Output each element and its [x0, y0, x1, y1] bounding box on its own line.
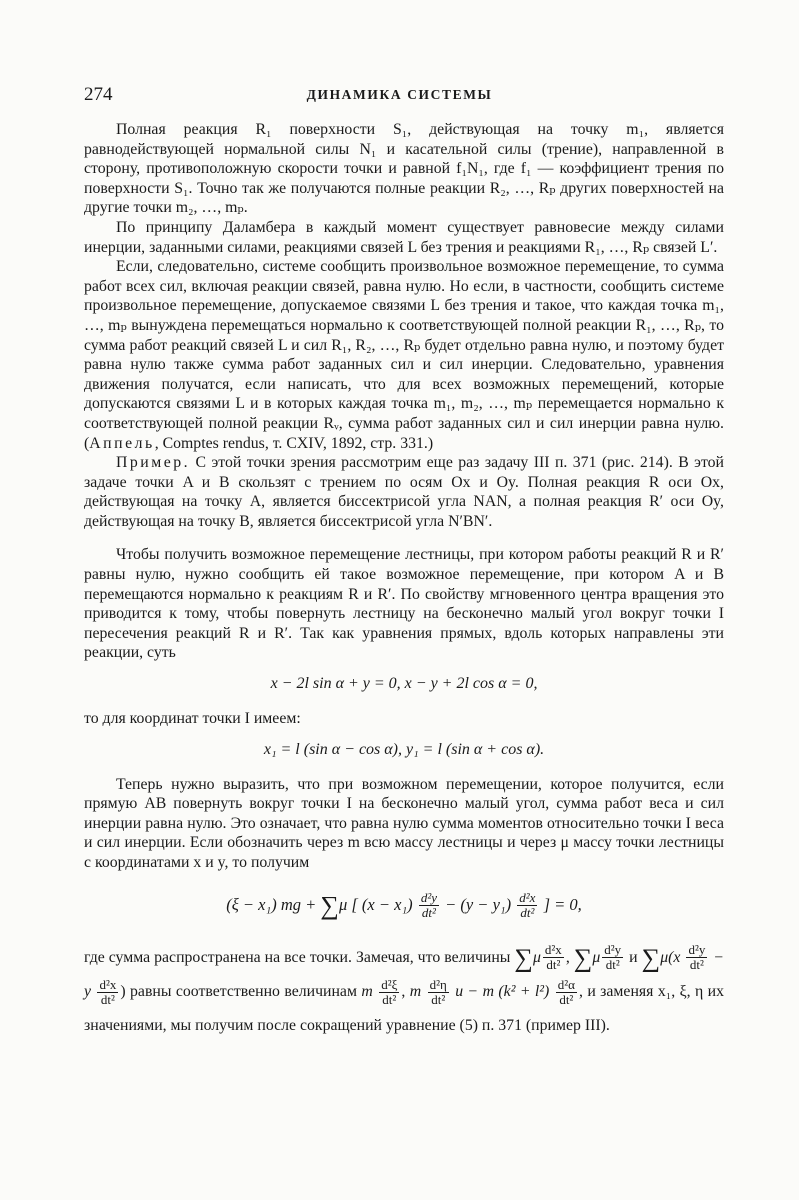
- sum-symbol: ∑: [641, 942, 661, 972]
- denominator: dt²: [520, 905, 535, 921]
- paragraph-5: Чтобы получить возможное перемещение лестницы, при котором работы реакций R и R′ равны нулю, нужно сообщить ей такое возможное перемещение, при котором A и B перемещаются нормально к реакциям R и R′. По свойству мгновенного центра вращения это приводится к тому, чтобы повернуть лестницу на бесконечно малый угол вокруг точки I пересечения реакций R и R′. Так как уравнения прямых, вдоль которых направлены эти реакции, суть: [84, 546, 724, 662]
- denominator: dt²: [605, 957, 620, 973]
- text: и: [625, 948, 642, 966]
- punct: ,: [565, 948, 570, 966]
- numerator: d²x: [544, 942, 562, 958]
- denominator: dt²: [431, 991, 446, 1007]
- formula-part: (x: [668, 948, 685, 966]
- text: где сумма распространена на все точки. Замечая, что величины: [84, 948, 511, 966]
- mu-symbol: μ: [660, 948, 669, 966]
- paragraph-7: Теперь нужно выразить, что при возможном перемещении, которое получится, если прямую AB повернуть вокруг точки I на бесконечно малый угол, сумма работ веса и сил инерции равна нулю. Это означает, что равна нулю сумма моментов относительно точки I веса и сил инерции. Если обозначить через m всю массу лестницы и через μ массу точки лестницы с координатами x и y, то получим: [84, 775, 724, 871]
- paragraph-2: По принципу Даламбера в каждый момент существует равновесие между силами инерции, заданными силами, реакциями связей L без трения и реакциями R₁, …, Rₚ связей L′.: [84, 218, 724, 256]
- paragraph-1: Полная реакция R₁ поверхности S₁, действующая на точку m₁, является равнодействующей нормальной силы N₁ и касательной силы (трение), направленной в сторону, противоположную скорости точки и равной f₁N₁, где f₁ — коэффициент трения по поверхности S₁. Точно так же получаются полные реакции R₂, …, Rₚ других поверхностей на другие точки m₂, …, mₚ.: [84, 121, 724, 217]
- paragraph-6: то для координат точки I имеем:: [84, 710, 301, 728]
- numerator: d²x: [99, 976, 117, 992]
- numerator: d²α: [557, 976, 575, 992]
- example-label: Пример.: [116, 454, 191, 472]
- formula-coordinates: x₁ = l (sin α − cos α), y₁ = l (sin α + cos α).: [263, 740, 545, 758]
- denominator: dt²: [546, 957, 561, 973]
- formula-lines: x − 2l sin α + y = 0, x − y + 2l cos α = 0,: [270, 675, 538, 693]
- formula-part: − y: [84, 948, 725, 1000]
- fraction: [428, 978, 449, 1007]
- formula-part: m: [409, 982, 426, 1000]
- mu-symbol: μ: [592, 948, 601, 966]
- numerator: d²x: [519, 890, 536, 906]
- formula-moments: [84, 891, 724, 921]
- fraction: [517, 891, 537, 920]
- text: равны соответственно величинам: [130, 982, 357, 1000]
- fraction: [602, 943, 623, 972]
- mu-symbol: μ: [532, 948, 541, 966]
- running-title: ДИНАМИКА СИСТЕМЫ: [306, 87, 493, 102]
- fraction: [97, 978, 118, 1007]
- example-text: С этой точки зрения рассмотрим еще раз задачу III п. 371 (рис. 214). В этой задаче точки A и B скользят с трением по осям Ox и Oy. Полная реакция R оси Ox, действующая на точку A, является биссектрисой угла NAN, а полная реакция R′ оси Oy, действующая на точку B, является биссектрисой угла N′BN′.: [84, 454, 724, 530]
- page-body: [84, 120, 724, 1043]
- sum-symbol: ∑: [573, 942, 593, 972]
- denominator: dt²: [559, 991, 574, 1007]
- paragraph-8: [84, 941, 724, 1043]
- denominator: dt²: [382, 991, 397, 1007]
- running-header: [80, 84, 719, 108]
- punct: ,: [401, 982, 406, 1000]
- formula-part: ] = 0,: [539, 894, 582, 914]
- reference: , Comptes rendus, т. CXIV, 1892, стр. 331.): [154, 434, 434, 452]
- fraction: [686, 943, 707, 972]
- numerator: d²y: [420, 890, 437, 906]
- paragraph-3: [84, 257, 724, 453]
- paragraph-example: [84, 453, 724, 531]
- formula-part: − (y − y₁): [440, 894, 516, 914]
- denominator: dt²: [421, 905, 436, 921]
- punct: ,: [578, 982, 588, 1000]
- numerator: d²y: [604, 942, 622, 958]
- sum-symbol: ∑: [514, 942, 533, 972]
- denominator: dt²: [689, 957, 704, 973]
- numerator: d²y: [688, 942, 706, 958]
- formula-part: и − m (k² + l²): [450, 982, 554, 1000]
- numerator: d²η: [429, 976, 447, 992]
- formula-part: (ξ − x₁) mg +: [226, 894, 321, 914]
- paragraph-3-text: Если, следовательно, системе сообщить произвольное возможное перемещение, то сумма работ всех сил, включая реакции связей, равна нулю. Но если, в частности, сообщить системе произвольное перемещение, допускаемое связями L без трения и такое, что каждая точка m₁, …, mₚ вынуждена перемещаться нормально к соответствующей полной реакции R₁, …, Rₚ, то сумма работ реакций связей L и сил R₁, R₂, …, Rₚ будет отдельно равна нулю, и поэтому будет равна нулю также сумма работ заданных сил и сил инерции. Следовательно, уравнения движения получатся, если написать, что для всех возможных перемещений, которые допускаются связями L и в которых каждая точка m₁, m₂, …, mₚ перемещается нормально к соответствующей полной реакции Rᵥ, сумма работ заданных сил и сил инерции равна нулю. (: [84, 258, 724, 452]
- fraction: [419, 891, 439, 920]
- fraction: [379, 978, 399, 1007]
- page-number: 274: [84, 84, 113, 105]
- text: и заменяя x₁, ξ, η их значениями, мы получим после сокращений уравнение (5) п. 371 (пример III).: [84, 982, 725, 1034]
- denominator: dt²: [100, 991, 115, 1007]
- formula-part: m: [361, 982, 378, 1000]
- fraction: [543, 943, 564, 972]
- sum-symbol: ∑: [320, 890, 339, 920]
- author-name: Аппель: [89, 434, 155, 452]
- formula-part: ): [120, 982, 126, 1000]
- fraction: [556, 978, 577, 1007]
- formula-part: μ [ (x − x₁): [338, 894, 417, 914]
- numerator: d²ξ: [381, 976, 398, 992]
